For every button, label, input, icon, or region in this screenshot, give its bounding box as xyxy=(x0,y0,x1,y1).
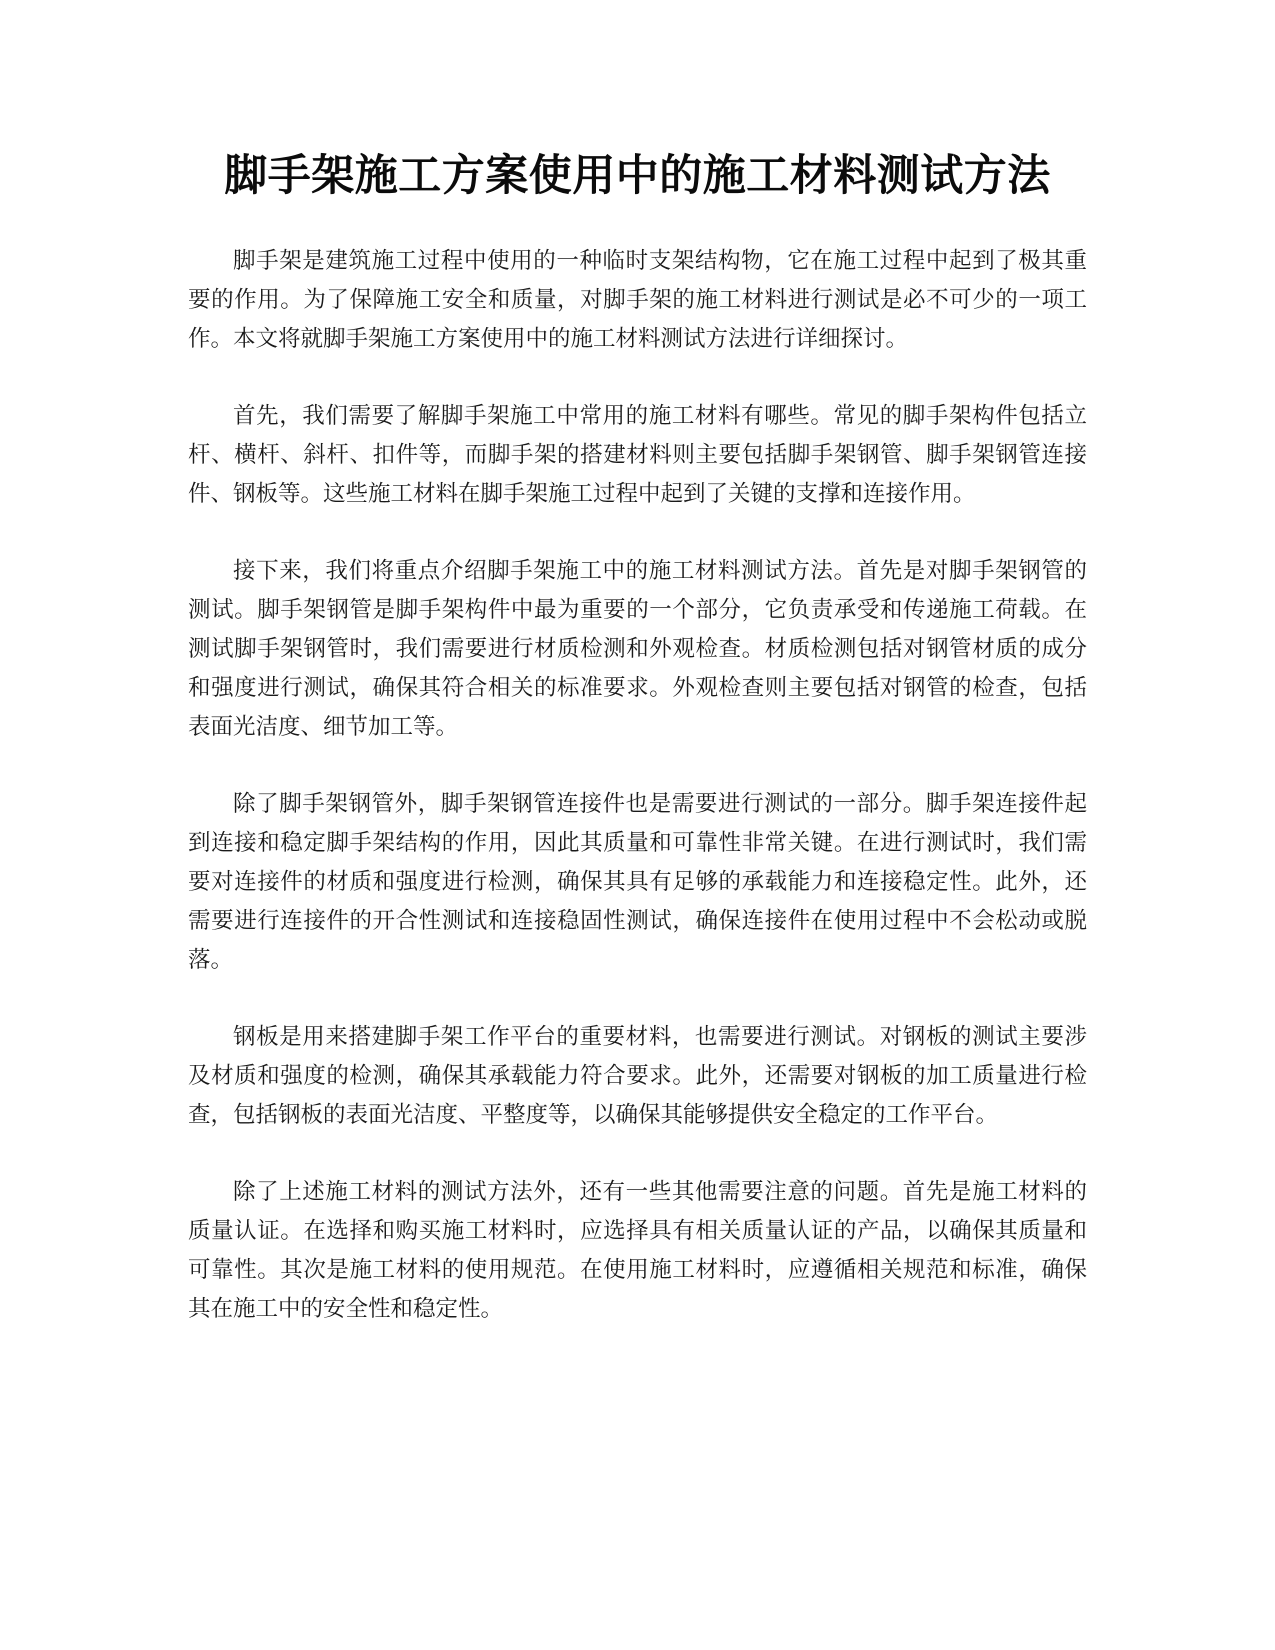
document-body xyxy=(188,242,1087,1367)
paragraph-connector-testing: 除了脚手架钢管外，脚手架钢管连接件也是需要进行测试的一部分。脚手架连接件起到连接和稳定脚手架结构的作用，因此其质量和可靠性非常关键。在进行测试时，我们需要对连接件的材质和强度进行检测，确保其具有足够的承载能力和连接稳定性。此外，还需要进行连接件的开合性测试和连接稳固性测试，确保连接件在使用过程中不会松动或脱落。 xyxy=(188,791,1087,973)
paragraph-intro: 脚手架是建筑施工过程中使用的一种临时支架结构物，它在施工过程中起到了极其重要的作用。为了保障施工安全和质量，对脚手架的施工材料进行测试是必不可少的一项工作。本文将就脚手架施工方案使用中的施工材料测试方法进行详细探讨。 xyxy=(188,248,1087,352)
paragraph-other-issues: 除了上述施工材料的测试方法外，还有一些其他需要注意的问题。首先是施工材料的质量认证。在选择和购买施工材料时，应选择具有相关质量认证的产品，以确保其质量和可靠性。其次是施工材料的使用规范。在使用施工材料时，应遵循相关规范和标准，确保其在施工中的安全性和稳定性。 xyxy=(188,1179,1087,1322)
document-title: 脚手架施工方案使用中的施工材料测试方法 xyxy=(224,151,1051,201)
paragraph-materials: 首先，我们需要了解脚手架施工中常用的施工材料有哪些。常见的脚手架构件包括立杆、横杆、斜杆、扣件等，而脚手架的搭建材料则主要包括脚手架钢管、脚手架钢管连接件、钢板等。这些施工材料在脚手架施工过程中起到了关键的支撑和连接作用。 xyxy=(188,403,1087,507)
paragraph-steel-plate-testing: 钢板是用来搭建脚手架工作平台的重要材料，也需要进行测试。对钢板的测试主要涉及材质和强度的检测，确保其承载能力符合要求。此外，还需要对钢板的加工质量进行检查，包括钢板的表面光洁度、平整度等，以确保其能够提供安全稳定的工作平台。 xyxy=(188,1024,1087,1128)
paragraph-steel-pipe-testing: 接下来，我们将重点介绍脚手架施工中的施工材料测试方法。首先是对脚手架钢管的测试。脚手架钢管是脚手架构件中最为重要的一个部分，它负责承受和传递施工荷载。在测试脚手架钢管时，我们需要进行材质检测和外观检查。材质检测包括对钢管材质的成分和强度进行测试，确保其符合相关的标准要求。外观检查则主要包括对钢管的检查，包括表面光洁度、细节加工等。 xyxy=(188,558,1087,740)
